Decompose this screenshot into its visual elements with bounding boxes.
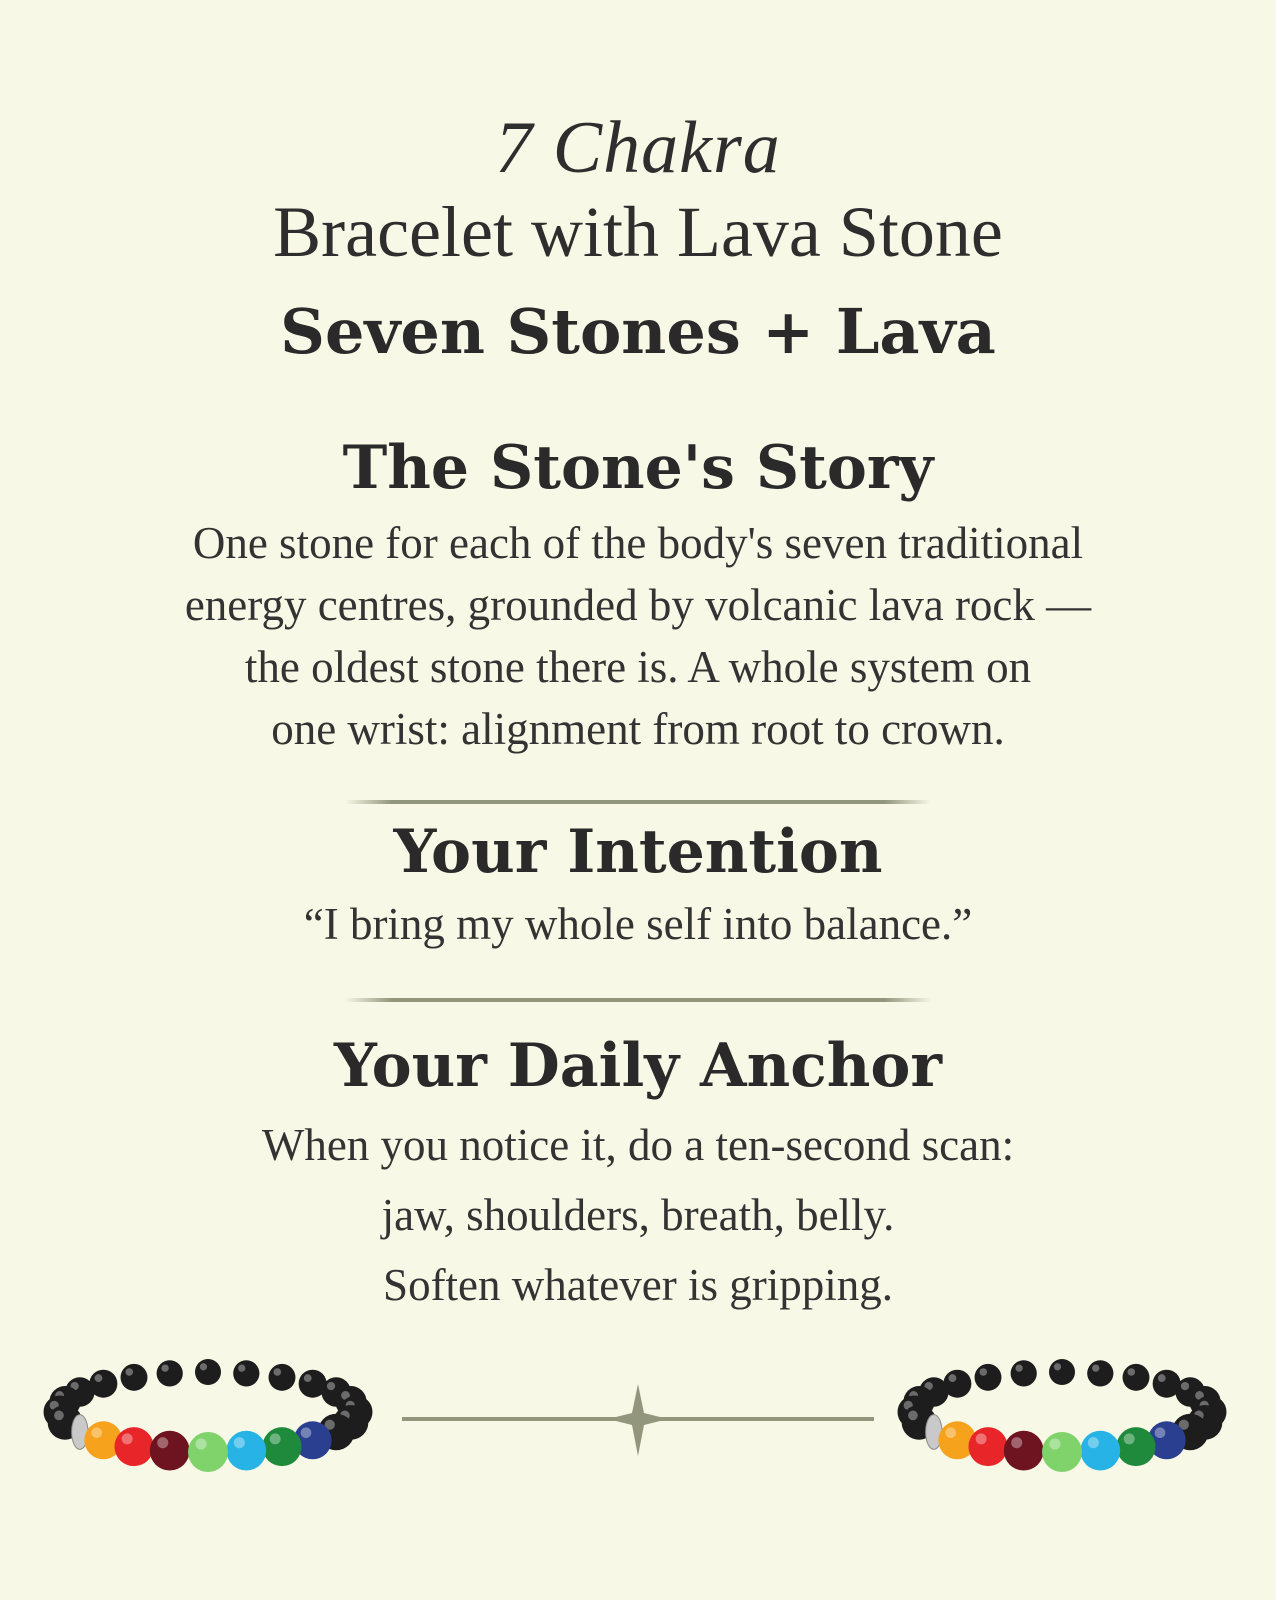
chakra-bead (150, 1431, 190, 1471)
bead-highlight (195, 1438, 206, 1449)
bead-highlight (1128, 1368, 1136, 1376)
bead-highlight (1158, 1374, 1166, 1382)
chakra-bead (1116, 1427, 1155, 1466)
bead-highlight (161, 1364, 168, 1371)
bead-highlight (54, 1411, 64, 1421)
title-line2: Bracelet with Lava Stone (273, 192, 1003, 272)
chakra-bead (262, 1427, 301, 1466)
lava-bead (1049, 1359, 1075, 1385)
title-script: 7 Chakra (495, 107, 781, 189)
intention-quote: “I bring my whole self into balance.” (303, 899, 973, 949)
bead-highlight (1155, 1427, 1166, 1438)
bracelet-image-right (892, 1350, 1232, 1480)
anchor-line: When you notice it, do a ten-second scan: (261, 1120, 1015, 1170)
bead-highlight (327, 1382, 335, 1390)
lava-bead (121, 1364, 148, 1391)
lava-bead (195, 1359, 221, 1385)
bead-highlight (1092, 1364, 1099, 1371)
lava-bead (1087, 1360, 1113, 1386)
anchor-heading: Your Daily Anchor (334, 1031, 942, 1101)
chakra-bead (114, 1427, 153, 1466)
chakra-bead (1042, 1432, 1082, 1472)
intention-heading: Your Intention (393, 817, 883, 887)
bead-highlight (95, 1374, 103, 1382)
lava-bead (157, 1360, 183, 1386)
bead-highlight (234, 1437, 245, 1448)
bead-highlight (238, 1364, 245, 1371)
anchor-line: Soften whatever is gripping. (383, 1260, 893, 1310)
bead-highlight (301, 1427, 312, 1438)
bead-highlight (945, 1427, 956, 1438)
lava-bead (233, 1360, 259, 1386)
bead-highlight (980, 1368, 988, 1376)
story-line: One stone for each of the body's seven traditional (192, 518, 1084, 568)
story-body (0, 512, 1276, 760)
bead-highlight (976, 1433, 987, 1444)
chakra-bead (1004, 1431, 1044, 1471)
bead-highlight (126, 1368, 134, 1376)
subtitle: Seven Stones + Lava (280, 295, 996, 368)
bead-highlight (1124, 1433, 1135, 1444)
lava-bead (1011, 1360, 1037, 1386)
story-line: the oldest stone there is. A whole system on (244, 642, 1032, 692)
bead-highlight (157, 1437, 168, 1448)
bead-highlight (949, 1374, 957, 1382)
lava-bead (975, 1364, 1002, 1391)
bead-highlight (270, 1433, 281, 1444)
story-line: energy centres, grounded by volcanic lava rock — (184, 580, 1092, 630)
bead-highlight (122, 1433, 133, 1444)
bead-highlight (1088, 1437, 1099, 1448)
story-line: one wrist: alignment from root to crown. (271, 704, 1005, 754)
divider (345, 998, 931, 1002)
star-ornament-divider (400, 1380, 876, 1460)
anchor-body (0, 1110, 1276, 1320)
bead-highlight (1054, 1363, 1061, 1370)
chakra-bead (226, 1431, 266, 1471)
bead-highlight (908, 1411, 918, 1421)
chakra-bead (188, 1432, 228, 1472)
chakra-bead (1080, 1431, 1120, 1471)
bead-highlight (1015, 1364, 1022, 1371)
bead-highlight (91, 1427, 102, 1438)
lava-bead (1123, 1364, 1150, 1391)
bead-highlight (200, 1363, 207, 1370)
bead-highlight (274, 1368, 282, 1376)
bead-highlight (304, 1374, 312, 1382)
story-heading: The Stone's Story (342, 433, 934, 503)
lava-bead (269, 1364, 296, 1391)
anchor-line: jaw, shoulders, breath, belly. (381, 1190, 895, 1240)
bead-highlight (1011, 1437, 1022, 1448)
bead-highlight (1049, 1438, 1060, 1449)
divider (345, 800, 931, 804)
sparkle-icon (608, 1384, 668, 1456)
chakra-bead (968, 1427, 1007, 1466)
bracelet-image-left (38, 1350, 378, 1480)
bead-highlight (1181, 1382, 1189, 1390)
